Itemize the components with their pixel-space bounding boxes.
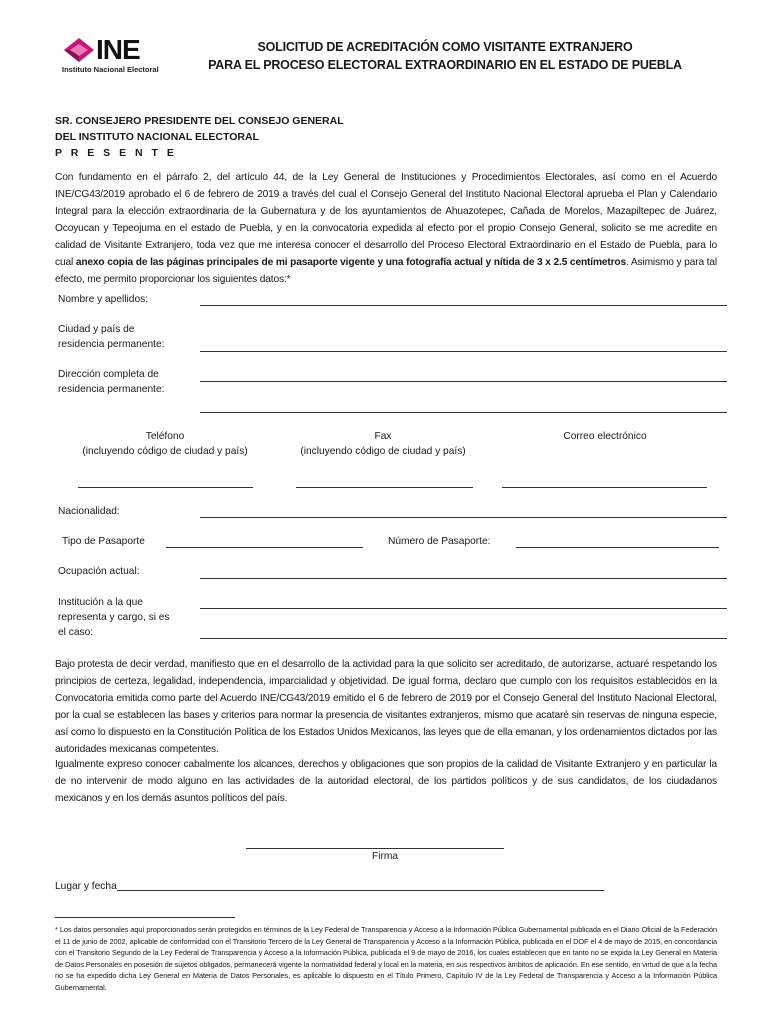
intro-text-1: Con fundamento en el párrafo 2, del artículo 44, de la Ley General de Instituciones y Procedimientos Electorales, así como en el Acuerdo INE/CG43/2019 aprobado el 6 de febrero de 2019 a través del cual el Consejo General del Instituto Nacional Electoral aprueba el Plan y Calendario Integral para la elección extraordinaria de la Gubernatura y de los ayuntamientos de Ahuazotepec, Cañada de Morelos, Mazapiltepec de Juárez, Ocoyucan y Tepeojuma en el estado de Puebla, y en la convocatoria expedida al efecto por el propio Consejo General, solicito se me acredite en calidad de Visitante Extranjero, toda vez que me interesa conocer el desarrollo del Proceso Electoral Extraordinario en el Estado de Puebla, para lo cual bbox=[55, 172, 717, 268]
label-nacionalidad: Nacionalidad: bbox=[58, 506, 120, 517]
ine-logo bbox=[60, 34, 180, 78]
label-ciudad-line-2: residencia permanente: bbox=[58, 339, 165, 350]
telefono-field[interactable] bbox=[78, 487, 253, 488]
nombre-field[interactable] bbox=[200, 305, 727, 306]
tipo-pasaporte-field[interactable] bbox=[166, 547, 363, 548]
label-lugar-fecha: Lugar y fecha bbox=[55, 881, 117, 892]
logo-name: INE bbox=[96, 34, 140, 65]
direccion-field-2[interactable] bbox=[200, 412, 727, 413]
label-ciudad bbox=[58, 322, 164, 352]
alcances-paragraph: Igualmente expreso conocer cabalmente los alcances, derechos y obligaciones que son propios de la calidad de Visitante Extranjero y en particular la de no intervenir de modo alguno en las actividades de la autoridad electoral, de los partidos políticos y de sus candidatos, de los ciudadanos mexicanos y en los demás asuntos políticos del país. bbox=[55, 759, 717, 804]
label-direccion bbox=[58, 367, 164, 397]
fax-field[interactable] bbox=[296, 487, 473, 488]
label-direccion-line-1: Dirección completa de bbox=[58, 369, 159, 380]
label-numero-pasaporte: Número de Pasaporte: bbox=[388, 536, 491, 547]
label-fax-title: Fax bbox=[374, 431, 392, 442]
nacionalidad-field[interactable] bbox=[200, 517, 727, 518]
label-institucion bbox=[58, 595, 170, 640]
lugar-fecha-field[interactable] bbox=[117, 890, 604, 891]
label-ciudad-line-1: Ciudad y país de bbox=[58, 324, 135, 335]
logo-subtitle: Instituto Nacional Electoral bbox=[62, 65, 159, 74]
ocupacion-field[interactable] bbox=[200, 578, 727, 579]
label-telefono-title: Teléfono bbox=[145, 431, 185, 442]
institucion-field-2[interactable] bbox=[200, 638, 727, 639]
label-fax bbox=[278, 429, 488, 459]
title-line-1: SOLICITUD DE ACREDITACIÓN COMO VISITANTE EXTRANJERO bbox=[257, 40, 633, 54]
footnote: * Los datos personales aquí proporcionados serán protegidos en términos de la Ley Federal de Transparencia y Acceso a la Información Pública Gubernamental publicada en el Diario Oficial de la Federación el 11 de junio de 2002, aplicable de conformidad con el Transitorio Tercero de la Ley General de Transparencia y Acceso a la Información Pública, publicada en el DOF el 4 de mayo de 2015, en concordancia con el Transitorio Segundo de la Ley Federal de Transparencia y Acceso a la Información Pública, publicada el 9 de mayo de 2016, los cuales establecen que en tanto no se expida la Ley General en Materia de Datos Personales en posesión de sujetos obligados, permanecerá vigente la normatividad federal y local en la materia, en sus respectivos ámbitos de aplicación. En ese sentido, en virtud de que a la fecha no se ha expedido dicha Ley General en Materia de Datos Personales, es aplicable lo dispuesto en el Título Primero, Capítulo IV de la Ley Federal de Transparencia y Acceso a la Información Pública Gubernamental. bbox=[55, 925, 717, 992]
label-tipo-pasaporte: Tipo de Pasaporte bbox=[62, 536, 145, 547]
intro-bold-text: anexo copia de las páginas principales de mi pasaporte vigente y una fotografía actual y nítida de 3 x 2.5 centímetros bbox=[75, 257, 627, 268]
numero-pasaporte-field[interactable] bbox=[516, 547, 719, 548]
label-fax-sub: (incluyendo código de ciudad y país) bbox=[300, 446, 466, 457]
institucion-field-1[interactable] bbox=[200, 608, 727, 609]
footnote-divider bbox=[55, 917, 235, 918]
protesta-paragraph: Bajo protesta de decir verdad, manifiesto que en el desarrollo de la actividad para la que solicito ser acreditado, de autorizarse, actuaré respetando los principios de certeza, legalidad, independencia, imparcialidad y objetividad. De igual forma, declaro que cumplo con los requisitos establecidos en la Convocatoria emitida como parte del Acuerdo INE/CG43/2019 emitido el 6 de febrero de 2019 por el Consejo General del Instituto Nacional Electoral, por la cual se establecen las bases y criterios para normar la presencia de visitantes extranjeros, mismo que acataré sin reservas de ninguna especie, así como lo dispuesto en la Constitución Política de los Estados Unidos Mexicanos, las leyes que de ella emanan, y los ordenamientos dictados por las autoridades mexicanas competentes. bbox=[55, 659, 717, 755]
label-nombre: Nombre y apellidos: bbox=[58, 294, 149, 305]
label-direccion-line-2: residencia permanente: bbox=[58, 384, 165, 395]
addressee bbox=[55, 113, 344, 161]
title-line-2: PARA EL PROCESO ELECTORAL EXTRAORDINARIO EN EL ESTADO DE PUEBLA bbox=[208, 58, 682, 72]
label-institucion-line-1: Institución a la que bbox=[58, 597, 143, 608]
label-ocupacion: Ocupación actual: bbox=[58, 566, 140, 577]
addressee-line-2: DEL INSTITUTO NACIONAL ELECTORAL bbox=[55, 131, 259, 143]
intro-text-2: . Asimismo y para tal efecto, me permito proporcionar los siguientes datos:* bbox=[55, 257, 717, 285]
correo-field[interactable] bbox=[502, 487, 707, 488]
document-title bbox=[190, 38, 700, 74]
label-firma: Firma bbox=[371, 851, 399, 862]
addressee-line-1: SR. CONSEJERO PRESIDENTE DEL CONSEJO GENERAL bbox=[55, 115, 344, 127]
intro-paragraph bbox=[55, 169, 717, 288]
addressee-line-3: P R E S E N T E bbox=[55, 147, 177, 159]
label-telefono bbox=[60, 429, 270, 459]
direccion-field-1[interactable] bbox=[200, 381, 727, 382]
ciudad-field[interactable] bbox=[200, 351, 727, 352]
label-correo: Correo electrónico bbox=[563, 431, 647, 442]
label-institucion-line-2: representa y cargo, si es bbox=[58, 612, 170, 623]
label-telefono-sub: (incluyendo código de ciudad y país) bbox=[82, 446, 248, 457]
ine-logo-icon bbox=[64, 38, 94, 62]
label-institucion-line-3: el caso: bbox=[58, 627, 94, 638]
